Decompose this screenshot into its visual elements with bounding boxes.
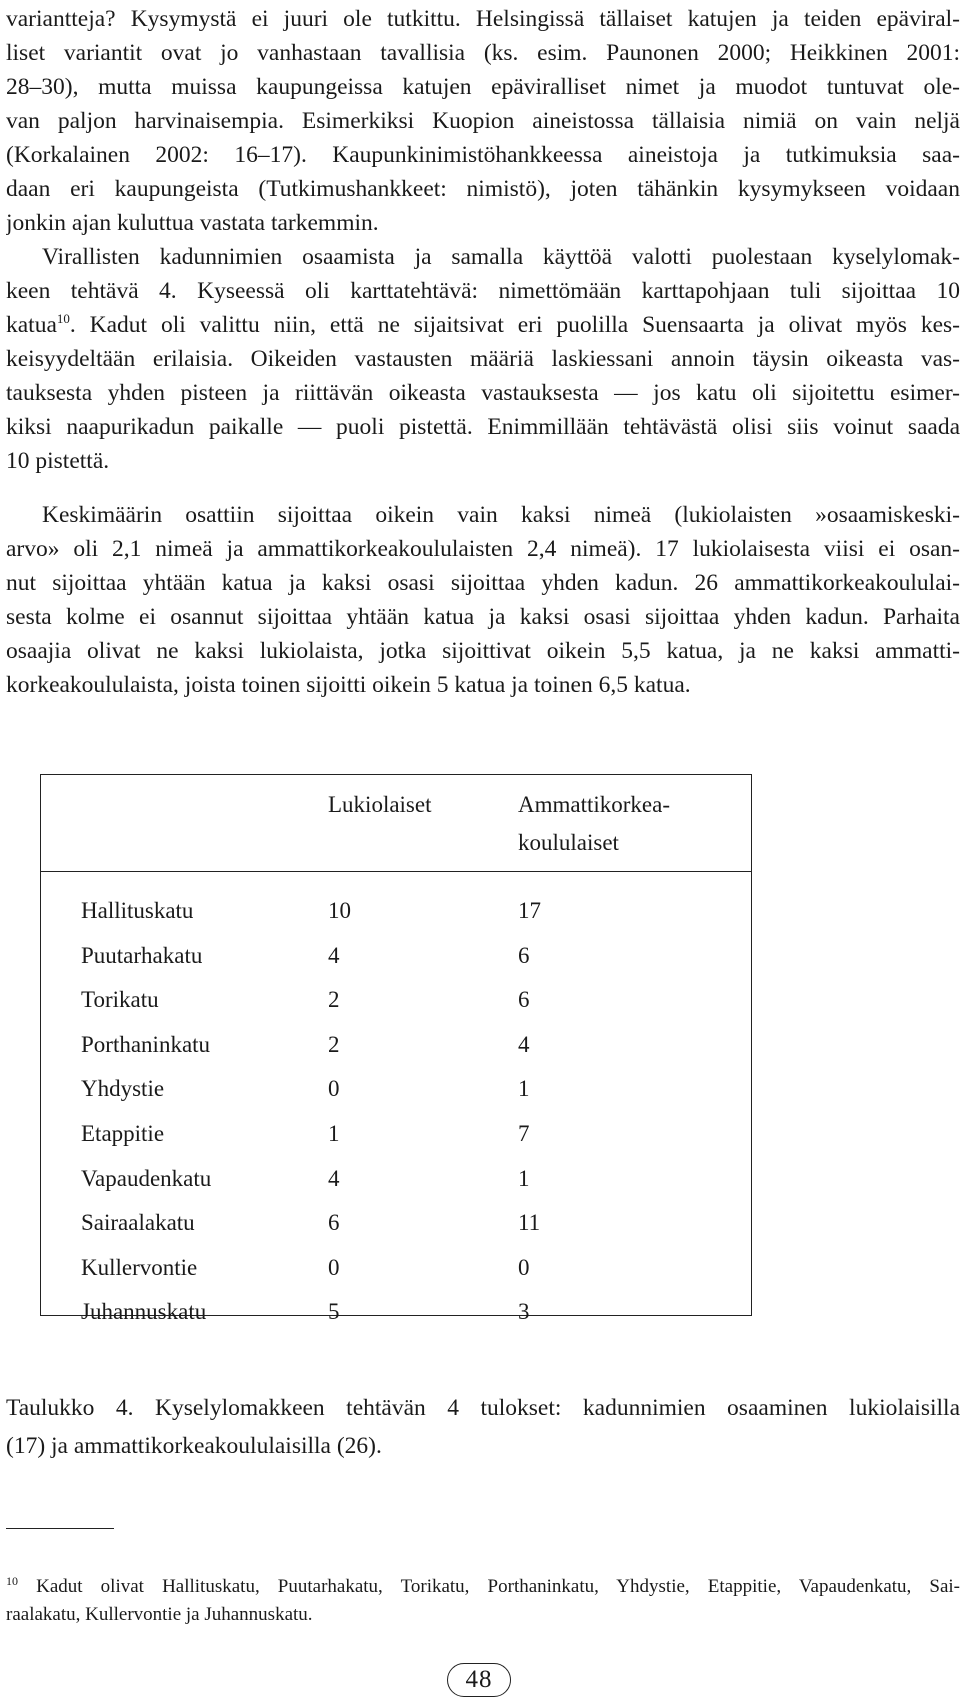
lukiolaiset-count-cell: 2: [328, 1032, 340, 1057]
street-name-cell: Torikatu: [81, 987, 159, 1012]
street-name-cell: Yhdystie: [81, 1076, 165, 1101]
body-line: variantteja? Kysymystä ei juuri ole tutkittu. Helsingissä tällaiset katujen ja teiden epäviral-: [6, 6, 960, 32]
body-line: jonkin ajan kuluttua vastata tarkemmin.: [6, 210, 379, 236]
street-name-cell: Vapaudenkatu: [81, 1166, 212, 1191]
body-line: keisyydeltään erilaisia. Oikeiden vastausten määriä laskiessani annoin täysin oikeasta vas-: [6, 346, 960, 372]
body-text: katua: [6, 312, 57, 338]
body-line-with-footnote-ref: [6, 308, 960, 342]
page-number: 48: [447, 1663, 511, 1697]
table-caption: (17) ja ammattikorkeakoululaisilla (26).: [6, 1433, 382, 1459]
lukiolaiset-count-cell: 5: [328, 1299, 340, 1324]
amk-count-cell: 0: [518, 1255, 530, 1280]
amk-count-cell: 17: [518, 898, 541, 923]
amk-count-cell: 1: [518, 1166, 530, 1191]
body-line: van paljon harvinaisempia. Esimerkiksi Kuopion aineistossa tällaisia nimiä on vain neljä: [6, 108, 960, 134]
street-name-cell: Puutarhakatu: [81, 943, 203, 968]
lukiolaiset-count-cell: 10: [328, 898, 351, 923]
lukiolaiset-count-cell: 4: [328, 943, 340, 968]
lukiolaiset-count-cell: 6: [328, 1210, 340, 1235]
lukiolaiset-count-cell: 2: [328, 987, 340, 1012]
street-name-cell: Etappitie: [81, 1121, 165, 1146]
amk-count-cell: 6: [518, 943, 530, 968]
body-line: liset variantit ovat jo vanhastaan tavallisia (ks. esim. Paunonen 2000; Heikkinen 2001:: [6, 40, 960, 66]
street-name-cell: Sairaalakatu: [81, 1210, 195, 1235]
column-header-lukiolaiset: Lukiolaiset: [328, 792, 432, 817]
body-line: (Korkalainen 2002: 16–17). Kaupunkinimistöhankkeessa aineistoja ja tutkimuksia saa-: [6, 142, 960, 168]
body-line: tauksesta yhden pisteen ja riittävän oikeasta vastauksesta — jos katu oli sijoitettu esimer-: [6, 380, 960, 406]
body-line: arvo» oli 2,1 nimeä ja ammattikorkeakoululaisten 2,4 nimeä). 17 lukiolaisesta viisi ei osan-: [6, 536, 960, 562]
body-line: 28–30), mutta muissa kaupungeissa katujen epäviralliset nimet ja muodot tuntuvat ole-: [6, 74, 960, 100]
footnote-marker: 10: [6, 1574, 18, 1588]
footnote-text: Kadut olivat Hallituskatu, Puutarhakatu, Torikatu, Porthaninkatu, Yhdystie, Etappitie, Vapaudenkatu, Sai-: [36, 1576, 960, 1597]
body-line: Keskimäärin osattiin sijoittaa oikein vain kaksi nimeä (lukiolaisten »osaamiskeski-: [42, 502, 960, 528]
amk-count-cell: 1: [518, 1076, 530, 1101]
amk-count-cell: 11: [518, 1210, 541, 1235]
lukiolaiset-count-cell: 0: [328, 1255, 340, 1280]
table-header-divider: [40, 871, 752, 872]
amk-count-cell: 6: [518, 987, 530, 1012]
body-line: sesta kolme ei osannut sijoittaa yhtään katua ja kaksi osasi sijoittaa yhden kadun. Parhaita: [6, 604, 960, 630]
body-line: kiksi naapurikadun paikalle — puoli pistettä. Enimmillään tehtävästä olisi siis voinut saada: [6, 414, 960, 440]
body-line: daan eri kaupungeista (Tutkimushankkeet: nimistö), joten tähänkin kysymykseen voidaan: [6, 176, 960, 202]
body-line: keen tehtävä 4. Kyseessä oli karttatehtävä: nimettömään karttapohjaan tuli sijoittaa 10: [6, 278, 960, 304]
footnote-reference: 10: [56, 311, 70, 326]
body-line: 10 pistettä.: [6, 448, 110, 474]
body-line: Virallisten kadunnimien osaamista ja samalla käyttöä valotti puolestaan kyselylomak-: [42, 244, 960, 270]
footnote-divider: [6, 1528, 114, 1529]
body-text: . Kadut oli valittu niin, että ne sijaitsivat eri puolilla Suensaarta ja olivat myös kes-: [69, 312, 960, 338]
footnote: raalakatu, Kullervontie ja Juhannuskatu.: [6, 1604, 313, 1625]
column-header-amk: koululaiset: [518, 830, 619, 855]
street-name-cell: Porthaninkatu: [81, 1032, 211, 1057]
street-name-cell: Juhannuskatu: [81, 1299, 207, 1324]
column-header-amk: Ammattikorkea-: [518, 792, 671, 817]
amk-count-cell: 3: [518, 1299, 530, 1324]
street-name-cell: Hallituskatu: [81, 898, 194, 923]
table-caption: Taulukko 4. Kyselylomakkeen tehtävän 4 tulokset: kadunnimien osaaminen lukiolaisilla: [6, 1395, 960, 1421]
amk-count-cell: 7: [518, 1121, 530, 1146]
body-line: nut sijoittaa yhtään katua ja kaksi osasi sijoittaa yhden kadun. 26 ammattikorkeakoululai-: [6, 570, 960, 596]
footnote: [6, 1573, 960, 1601]
amk-count-cell: 4: [518, 1032, 530, 1057]
lukiolaiset-count-cell: 0: [328, 1076, 340, 1101]
lukiolaiset-count-cell: 1: [328, 1121, 340, 1146]
street-name-cell: Kullervontie: [81, 1255, 198, 1280]
body-line: korkeakoululaista, joista toinen sijoitti oikein 5 katua ja toinen 6,5 katua.: [6, 672, 691, 698]
body-line: osaajia olivat ne kaksi lukiolaista, jotka sijoittivat oikein 5,5 katua, ja ne kaksi ammatti-: [6, 638, 960, 664]
lukiolaiset-count-cell: 4: [328, 1166, 340, 1191]
